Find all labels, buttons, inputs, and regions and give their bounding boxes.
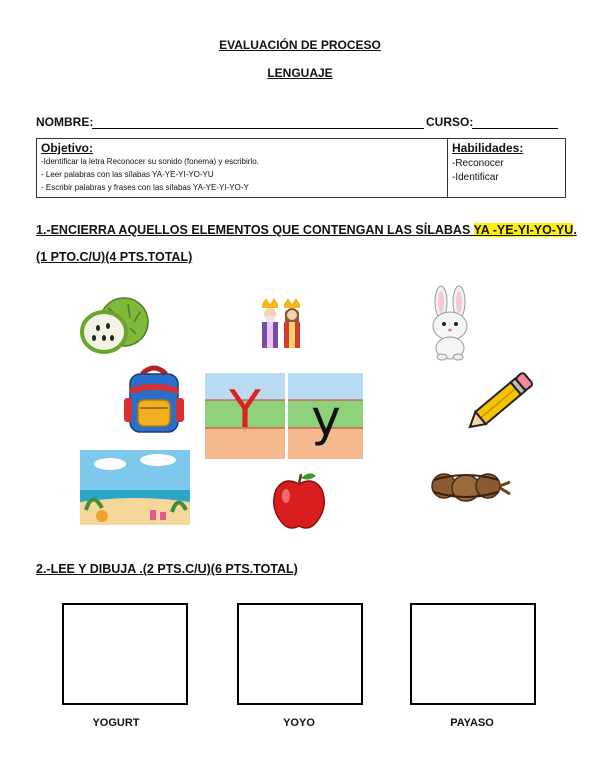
custard-apple-image[interactable] (78, 294, 150, 360)
pencil-image[interactable] (464, 364, 540, 436)
letter-y-lower: y (311, 389, 341, 447)
word-payaso: PAYASO (450, 717, 494, 729)
rope-image[interactable] (424, 466, 510, 510)
drawing-box-yogurt[interactable] (62, 603, 188, 705)
course-field[interactable] (472, 128, 558, 129)
section1-instruction (36, 223, 577, 237)
objective-item: -Identificar la letra Reconocer su sonido (fonema) y escribirlo. (41, 157, 259, 166)
document-title: EVALUACIÓN DE PROCESO (219, 38, 381, 52)
kings-image[interactable] (256, 296, 306, 352)
objective-item: - Escribir palabras y frases con las sílabas YA-YE-YI-YO-Y (41, 183, 249, 192)
letter-y-upper-card[interactable] (205, 373, 285, 459)
word-yogurt: YOGURT (92, 717, 140, 729)
letter-y-lower-card[interactable] (288, 373, 363, 459)
objectives-cell (37, 139, 448, 197)
name-label: NOMBRE: (36, 115, 94, 129)
section2-instruction: 2.-LEE Y DIBUJA .(2 PTS.C/U)(6 PTS.TOTAL) (36, 562, 298, 576)
section1-highlight: YA -YE-YI-YO-YU (473, 223, 574, 237)
objectives-table (36, 138, 566, 198)
drawing-box-payaso[interactable] (410, 603, 536, 705)
skill-item: -Identificar (452, 172, 499, 183)
objectives-title: Objetivo: (41, 141, 94, 155)
drawing-box-yoyo[interactable] (237, 603, 363, 705)
skills-cell (448, 139, 565, 197)
name-field[interactable] (92, 128, 424, 129)
objective-item: - Leer palabras con las sílabas YA-YE-YI-YO-YU (41, 170, 214, 179)
skill-item: -Reconocer (452, 158, 504, 169)
section1-text: 1.-ENCIERRA AQUELLOS ELEMENTOS QUE CONTENGAN LAS SÍLABAS (36, 223, 474, 237)
course-label: CURSO: (426, 115, 474, 129)
backpack-image[interactable] (122, 362, 186, 436)
letter-y-upper: Y (229, 380, 261, 440)
rabbit-image[interactable] (422, 286, 478, 360)
apple-image[interactable] (270, 470, 328, 532)
section1-end: . (573, 223, 577, 237)
skills-title: Habilidades: (452, 141, 524, 155)
subject-title: LENGUAJE (267, 66, 333, 80)
section1-points: (1 PTO.C/U)(4 PTS.TOTAL) (36, 250, 193, 264)
beach-image[interactable] (80, 450, 190, 525)
word-yoyo: YOYO (283, 717, 315, 729)
